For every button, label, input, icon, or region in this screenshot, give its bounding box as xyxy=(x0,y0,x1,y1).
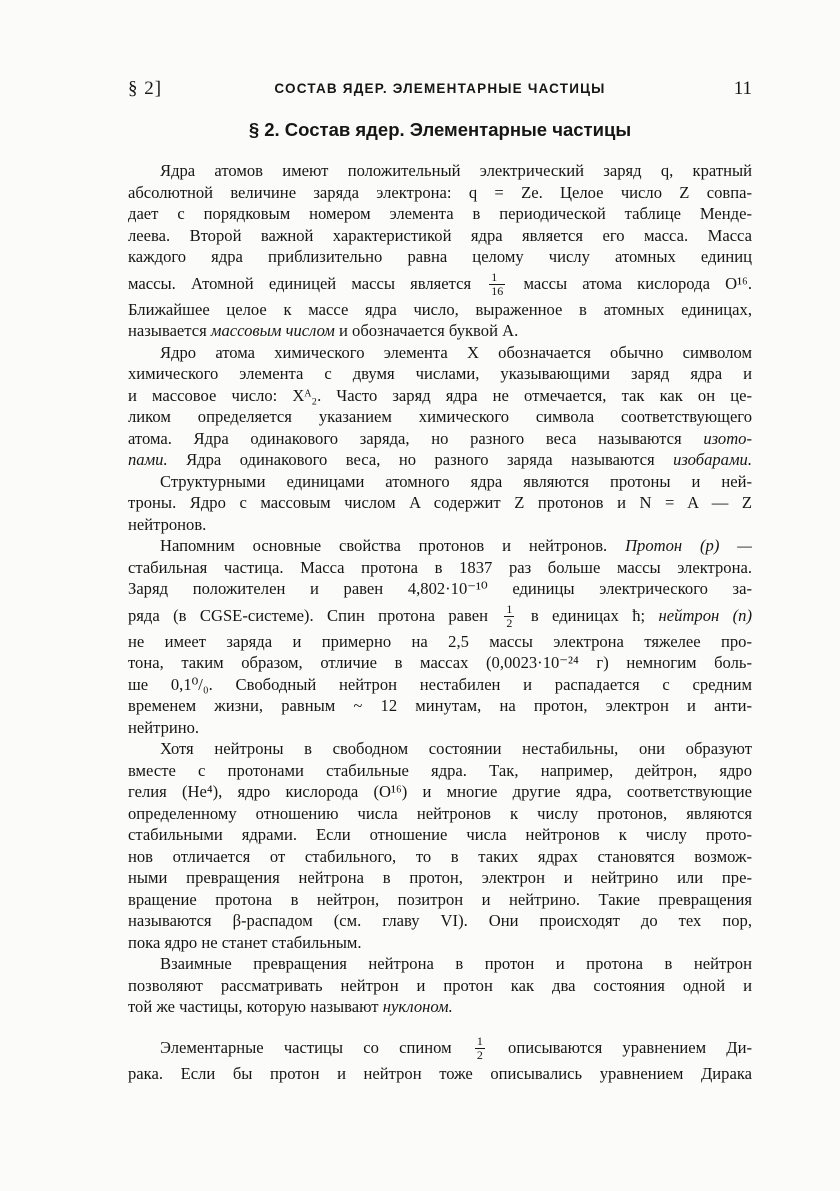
text-line: вместе с протонами стабильные ядра. Так, например, дейтрон, ядро xyxy=(128,760,752,780)
text-line: стабильная частица. Масса протона в 1837 раз больше массы электрона. xyxy=(128,557,752,577)
text-line: временем жизни, равным ~ 12 минутам, на протон, электрон и анти- xyxy=(128,696,752,715)
text-line xyxy=(128,320,752,342)
text-line: Заряд положителен и равен 4,802·10⁻¹⁰ единицы электрического за- xyxy=(128,579,752,598)
text-line: Ближайшее целое к массе ядра число, выраженное в атомных единицах, xyxy=(128,299,752,319)
text-line xyxy=(128,600,752,631)
fraction-numerator: 1 xyxy=(476,1034,483,1049)
text-span: в единицах ħ; xyxy=(530,605,646,625)
term-isotopes: изото- xyxy=(703,428,752,448)
text-line: ликом определяется указанием химического символа соответствующего xyxy=(128,407,752,426)
term-nucleon: нуклоном. xyxy=(382,997,453,1016)
text-line: каждого ядра приблизительно равна целому числу атомных единиц xyxy=(128,247,752,266)
text-span: называется xyxy=(128,321,207,340)
text-span: массы. Атомной единицей массы является xyxy=(128,273,472,293)
page-number: 11 xyxy=(733,78,752,99)
text-line: рака. Если бы протон и нейтрон тоже описывались уравнением Дирака xyxy=(128,1063,752,1083)
text-span: Напомним основные свойства протонов и нейтронов. xyxy=(160,536,608,555)
text-line: ными превращения нейтрона в протон, электрон и нейтрино или пре- xyxy=(128,868,752,887)
text-line: Хотя нейтроны в свободном состоянии нестабильны, они образуют xyxy=(160,739,752,758)
text-span: ряда (в CGSE-системе). Спин протона равен xyxy=(128,605,488,625)
fraction-denominator: 2 xyxy=(506,616,513,631)
text-line: определенному отношению числа нейтронов к числу протонов, являются xyxy=(128,803,752,823)
body-text xyxy=(128,160,752,1084)
text-line: леева. Второй важной характеристикой ядра является его масса. Масса xyxy=(128,225,752,245)
text-span: той же частицы, которую называют xyxy=(128,997,379,1016)
term-isotopes-cont: пами. xyxy=(128,450,168,469)
text-line: гелия (He⁴), ядро кислорода (O¹⁶) и многие другие ядра, соответствующие xyxy=(128,782,752,801)
text-line: абсолютной величине заряда электрона: q = Ze. Целое число Z совпа- xyxy=(128,182,752,202)
text-line: называются β-распадом (см. главу VI). Они происходят до тех пор, xyxy=(128,911,752,930)
text-line: химического элемента с двумя числами, указывающими заряд ядра и xyxy=(128,364,752,383)
text-line: вращение протона в нейтрон, позитрон и нейтрино. Такие превращения xyxy=(128,889,752,909)
fraction-one-half xyxy=(504,603,514,630)
text-line: Ядра атомов имеют положительный электрический заряд q, кратный xyxy=(160,161,752,180)
text-line: позволяют рассматривать нейтрон и протон как два состояния одной и xyxy=(128,975,752,995)
text-line: ше 0,1⁰/₀. Свободный нейтрон нестабилен и распадается с средним xyxy=(128,674,752,694)
paragraph-4 xyxy=(128,535,752,738)
text-line: и массовое число: Xᴬ₂. Часто заряд ядра не отмечается, так как он це- xyxy=(128,385,752,405)
text-line xyxy=(128,535,752,557)
running-title: СОСТАВ ЯДЕР. ЭЛЕМЕНТАРНЫЕ ЧАСТИЦЫ xyxy=(274,81,606,96)
fraction-denominator: 16 xyxy=(491,284,504,299)
text-line xyxy=(128,268,752,299)
text-span: массы атома кислорода O¹⁶. xyxy=(523,273,752,293)
text-line: Взаимные превращения нейтрона в протон и протона в нейтрон xyxy=(160,954,752,973)
text-span: Элементарные частицы со спином xyxy=(160,1037,452,1057)
text-line: нов отличается от стабильного, то в таких ядрах становятся возмож- xyxy=(128,846,752,866)
text-line: не имеет заряда и примерно на 2,5 массы электрона тяжелее про- xyxy=(128,631,752,651)
text-span: атома. Ядра одинакового заряда, но разного веса называются xyxy=(128,428,682,448)
text-line: нейтрино. xyxy=(128,717,200,737)
text-line: дает с порядковым номером элемента в периодической таблице Менде- xyxy=(128,204,752,223)
paragraph-3 xyxy=(128,471,752,536)
text-line xyxy=(128,428,752,450)
term-isobars: изобарами. xyxy=(673,450,752,469)
paragraph-1 xyxy=(128,160,752,342)
paragraph-7 xyxy=(128,1032,752,1085)
fraction-one-sixteenth xyxy=(489,271,505,298)
fraction-numerator: 1 xyxy=(489,271,505,285)
text-span: Ядра одинакового веса, но разного заряда называются xyxy=(186,450,655,469)
text-line: нейтронов. xyxy=(128,514,207,534)
term-proton: Протон (p) — xyxy=(625,536,752,555)
term-mass-number: массовым числом xyxy=(210,321,335,340)
running-head xyxy=(128,78,752,104)
section-reference: § 2] xyxy=(128,78,163,99)
text-line: тона, таким образом, отличие в массах (0,0023·10⁻²⁴ г) немногим боль- xyxy=(128,653,752,672)
text-line xyxy=(128,449,752,471)
fraction-denominator: 2 xyxy=(476,1048,483,1063)
text-line: Структурными единицами атомного ядра являются протоны и ней- xyxy=(160,471,752,491)
paragraph-5 xyxy=(128,738,752,953)
text-span: описываются уравнением Ди- xyxy=(508,1037,752,1057)
text-span: и обозначается буквой A. xyxy=(339,321,519,340)
fraction-one-half xyxy=(475,1035,485,1062)
text-line: стабильными ядрами. Если отношение числа нейтронов к числу прото- xyxy=(128,825,752,844)
paragraph-6 xyxy=(128,953,752,1018)
term-neutron: нейтрон (n) xyxy=(658,605,752,625)
text-line xyxy=(128,1032,752,1063)
text-line: пока ядро не станет стабильным. xyxy=(128,932,362,952)
text-line: троны. Ядро с массовым числом A содержит Z протонов и N = A — Z xyxy=(128,493,752,512)
paragraph-gap xyxy=(128,1018,752,1032)
paragraph-2 xyxy=(128,342,752,471)
fraction-numerator: 1 xyxy=(506,602,513,617)
text-line: Ядро атома химического элемента X обозначается обычно символом xyxy=(160,342,752,362)
section-title: § 2. Состав ядер. Элементарные частицы xyxy=(248,119,632,140)
text-line xyxy=(128,996,752,1018)
